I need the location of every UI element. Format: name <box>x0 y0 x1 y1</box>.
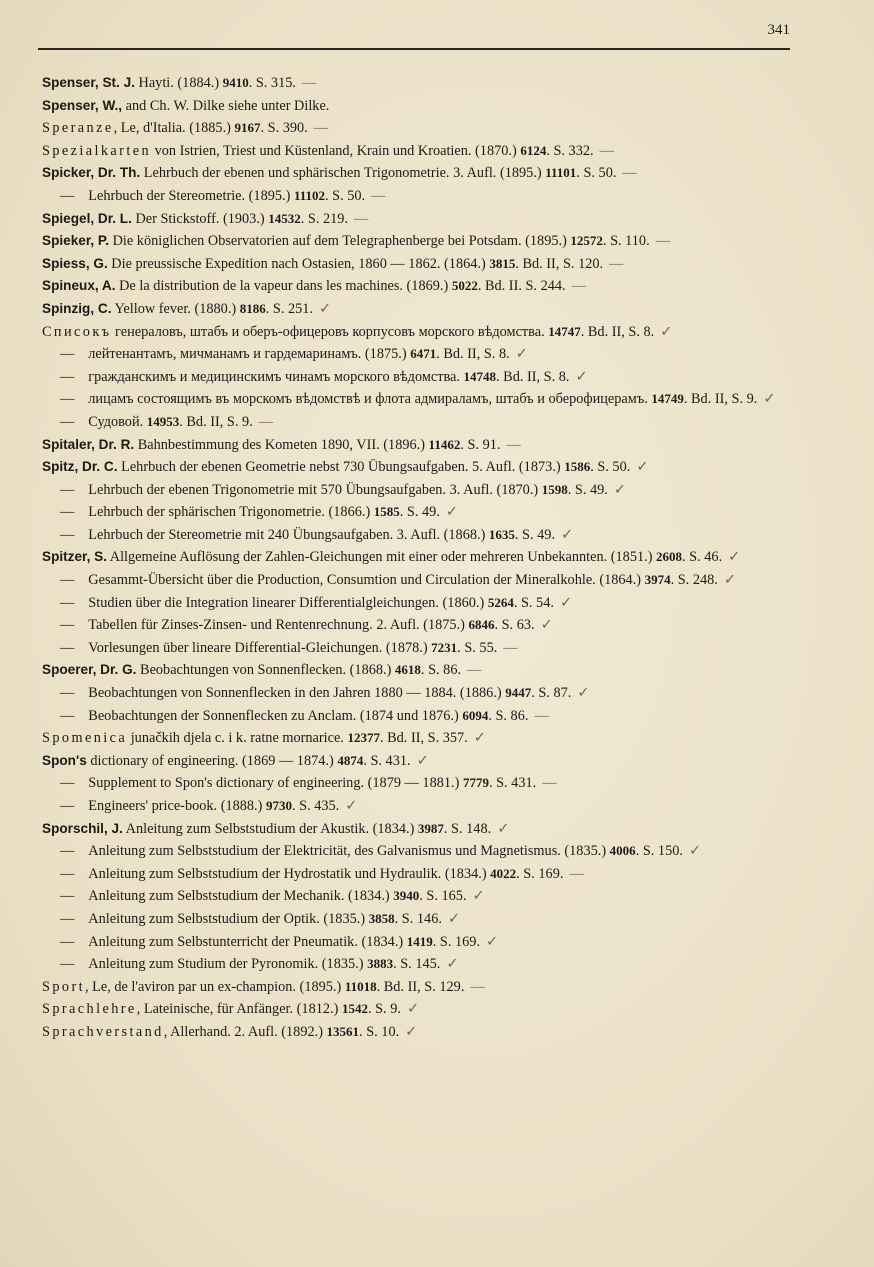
entry-check-mark: — <box>534 707 549 724</box>
entry-keyword: Списокъ <box>42 323 112 340</box>
entry-title: Hayti. (1884.) <box>134 75 223 91</box>
entry-title: and Ch. W. Dilke siehe unter <box>122 97 295 114</box>
index-subentry <box>42 592 812 615</box>
index-entry <box>42 162 812 185</box>
entry-reference: . S. 315. <box>248 75 296 91</box>
entry-check-mark: ✓ <box>636 459 649 476</box>
entry-check-mark: ✓ <box>763 391 776 408</box>
index-subentry <box>42 388 812 411</box>
entry-number: 3883 <box>367 956 394 972</box>
ditto-dash: — <box>60 187 75 204</box>
index-entry <box>42 1021 812 1044</box>
entry-check-mark: — <box>467 662 482 679</box>
index-subentry <box>42 885 812 908</box>
entry-title: Anleitung zum Selbstunterricht der Pneumatik. (1834.) <box>88 933 407 950</box>
entry-reference: . S. 50. <box>325 187 366 204</box>
entry-check-mark: ✓ <box>486 933 499 950</box>
entry-number: 4006 <box>609 843 636 859</box>
entry-reference: . S. 332. <box>546 142 594 159</box>
entry-title: , Le, d'Italia. (1885.) <box>113 120 235 137</box>
entry-reference: . S. 49. <box>567 481 608 498</box>
entry-check-mark: — <box>609 255 624 272</box>
entry-author: Spiess, G. <box>42 255 108 271</box>
entry-number: 12377 <box>347 730 380 746</box>
entry-number: 3940 <box>393 888 420 904</box>
entry-title: Die preussische Expedition nach Ostasien, 1860 — 1862. (1864.) <box>107 255 490 272</box>
entry-reference: . S. 10. <box>359 1023 400 1040</box>
index-subentry <box>42 185 812 208</box>
index-subentry <box>42 614 812 637</box>
entry-number: 7779 <box>462 775 489 791</box>
entry-number: 4874 <box>337 752 364 768</box>
entry-number: 11462 <box>428 436 461 452</box>
entry-check-mark: ✓ <box>577 685 590 702</box>
entry-number: 4022 <box>490 865 517 881</box>
entry-check-mark: — <box>622 165 637 182</box>
entry-number: 3974 <box>644 572 671 588</box>
entry-reference: . S. 146. <box>394 910 442 927</box>
entry-author: Spoerer, Dr. G. <box>42 662 137 678</box>
entry-number: 7231 <box>431 639 458 655</box>
entry-reference: . S. 49. <box>399 504 440 521</box>
entry-title: Allgemeine Auflösung der Zahlen-Gleichungen mit einer oder mehreren Unbekannten. (1851.) <box>106 549 657 566</box>
entry-reference: . S. 110. <box>602 233 650 250</box>
index-subentry <box>42 479 812 502</box>
ditto-dash: — <box>60 888 75 905</box>
entry-number: 11102 <box>293 187 326 203</box>
entry-title: Studien über die Integration linearer Differentialgleichungen. (1860.) <box>88 594 488 611</box>
index-entry <box>42 72 812 95</box>
entry-number: 5022 <box>451 278 478 294</box>
entry-title: Lehrbuch der sphärischen Trigonometrie. (1866.) <box>88 504 374 521</box>
entry-number: 14532 <box>268 210 301 226</box>
entry-keyword: Spezialkarten <box>42 142 152 159</box>
entry-check-mark: ✓ <box>319 300 332 317</box>
entry-title: Lehrbuch der ebenen Geometrie nebst 730 Übungsaufgaben. 5. Aufl. (1873.) <box>117 459 565 476</box>
entry-number: 14748 <box>463 368 497 384</box>
entry-reference: . Bd. II, S. 9. <box>683 391 758 408</box>
entry-number: 1419 <box>406 933 433 949</box>
entry-number: 3858 <box>368 910 395 926</box>
entry-check-mark: — <box>506 436 521 453</box>
entry-reference: . S. 145. <box>393 956 441 973</box>
entry-number: 2608 <box>656 549 683 565</box>
index-entry <box>42 727 812 750</box>
ditto-dash: — <box>60 798 75 814</box>
entry-reference: . S. 49. <box>514 526 556 543</box>
ditto-dash: — <box>60 775 75 792</box>
entry-number: 6094 <box>462 707 489 723</box>
entry-number: 14749 <box>651 391 684 407</box>
entry-title: dictionary of engineering. (1869 — 1874.) <box>86 752 338 769</box>
ditto-dash: — <box>60 481 75 498</box>
entry-title: von Istrien, Triest und Küstenland, Krain und Kroatien. (1870.) <box>151 142 521 159</box>
entry-check-mark: ✓ <box>406 1001 419 1018</box>
index-entry <box>42 140 812 163</box>
ditto-dash: — <box>60 391 75 408</box>
entry-title: Anleitung zum Selbststudium der Hydrostatik und Hydraulik. (1834.) <box>88 865 491 882</box>
entry-check-mark: ✓ <box>497 820 510 837</box>
entry-author: Sporschil, J. <box>42 820 123 836</box>
entry-title: De la distribution de la vapeur dans les machines. (1869.) <box>115 278 452 295</box>
entry-author: Spinzig, C. <box>42 300 112 316</box>
index-entry <box>42 750 812 773</box>
index-entry <box>42 434 812 457</box>
ditto-dash: — <box>60 346 75 363</box>
entry-title: junačkih djela c. i k. ratne mornarice. <box>127 730 348 747</box>
entry-check-mark: — <box>542 775 557 792</box>
entry-reference: . S. 431. <box>363 752 411 769</box>
entry-reference: . S. 148. <box>443 820 492 837</box>
index-entry <box>42 95 812 118</box>
index-subentry <box>42 501 812 524</box>
entry-reference: . Bd. II, S. 9. <box>179 413 253 430</box>
entry-reference: . S. 50. <box>590 459 631 476</box>
index-subentry <box>42 682 812 705</box>
entry-check-mark: — <box>371 187 386 204</box>
entry-title: Судовой. <box>88 413 147 430</box>
entry-title: , Allerhand. 2. Aufl. (1892.) <box>163 1023 327 1040</box>
ditto-dash: — <box>60 865 75 882</box>
entry-reference: . S. 63. <box>494 617 535 634</box>
index-subentry <box>42 863 812 886</box>
index-subentry <box>42 772 812 795</box>
entry-reference: . S. 50. <box>576 165 617 182</box>
index-subentry <box>42 343 812 366</box>
ditto-dash: — <box>60 910 75 927</box>
page-number: 341 <box>767 22 790 38</box>
entry-title: Der Stickstoff. (1903.) <box>131 210 269 227</box>
entry-author: Spitz, Dr. C. <box>42 459 118 475</box>
entry-check-mark: — <box>569 865 584 882</box>
entry-number: 14747 <box>548 323 581 339</box>
entry-author: Spicker, Dr. Th. <box>42 165 141 181</box>
ditto-dash: — <box>60 639 75 656</box>
entry-check-mark: ✓ <box>660 323 673 340</box>
index-subentry <box>42 411 812 434</box>
entry-reference: . Bd. II, S. 129. <box>376 978 465 995</box>
entry-check-mark: ✓ <box>447 910 460 927</box>
entry-title: Lehrbuch der ebenen und sphärischen Trigonometrie. 3. Aufl. (1895.) <box>140 165 546 182</box>
ditto-dash: — <box>60 843 75 860</box>
ditto-dash: — <box>60 368 75 385</box>
entry-title: генераловъ, штабъ и оберъ-офицеровъ корпусовъ морского вѣдомства. <box>111 323 549 340</box>
entry-author: Spon's <box>42 752 87 768</box>
index-subentry <box>42 524 812 547</box>
index-subentry <box>42 908 812 931</box>
entry-keyword: Sport <box>42 978 85 995</box>
entry-title: Lehrbuch der ebenen Trigonometrie mit 570 Übungsaufgaben. 3. Aufl. (1870.) <box>88 481 542 498</box>
ditto-dash: — <box>60 933 75 950</box>
entry-title: Engineers' price-book. (1888.) <box>88 798 266 814</box>
header-rule <box>38 48 790 50</box>
entry-reference: . S. 86. <box>420 662 462 679</box>
index-entry <box>42 546 812 569</box>
entry-number: 9447 <box>505 685 532 701</box>
entry-check-mark: ✓ <box>515 346 528 363</box>
entry-number: 1586 <box>564 459 591 475</box>
entry-title: Beobachtungen von Sonnenflecken. (1868.) <box>136 662 395 679</box>
index-subentry <box>42 637 812 660</box>
entry-keyword: Speranze <box>42 120 114 137</box>
entry-title: Gesammt-Übersicht über die Production, Consumtion und Circulation der Mineralkohle. (1864.) <box>88 572 645 589</box>
entry-number: 6124 <box>520 142 547 158</box>
entry-keyword: Sprachlehre <box>42 1001 137 1018</box>
entry-reference: . Bd. II, S. 8. <box>496 368 570 385</box>
entry-reference: . S. 248. <box>670 572 718 589</box>
index-subentry <box>42 840 812 863</box>
entry-reference: . S. 169. <box>432 933 481 950</box>
entry-title: Lehrbuch der Stereometrie mit 240 Übungsaufgaben. 3. Aufl. (1868.) <box>88 526 489 543</box>
entry-number: 14953 <box>146 413 180 429</box>
entry-reference: . S. 219. <box>300 210 349 227</box>
entry-check-mark: — <box>655 233 670 250</box>
entry-reference: . S. 86. <box>488 707 529 724</box>
ditto-dash: — <box>60 413 75 430</box>
index-entry <box>42 998 812 1021</box>
entry-reference: . S. 55. <box>457 639 498 656</box>
entry-author: Spitaler, Dr. R. <box>42 436 135 452</box>
index-subentry <box>42 366 812 389</box>
index-entry <box>42 659 812 682</box>
entry-number: 11101 <box>545 165 577 181</box>
entry-title: , Lateinische, für Anfänger. (1812.) <box>136 1001 342 1018</box>
entry-number: 1542 <box>341 1001 368 1017</box>
entry-check-mark: ✓ <box>446 956 459 973</box>
entry-title: Anleitung zum Studium der Pyronomik. (1835.) <box>88 956 368 973</box>
entry-reference: . S. 46. <box>682 549 723 566</box>
ditto-dash: — <box>60 707 75 724</box>
ditto-dash: — <box>60 685 75 702</box>
entry-check-mark: ✓ <box>728 549 741 566</box>
entry-reference: . S. 87. <box>531 685 572 702</box>
entry-check-mark: ✓ <box>473 730 486 747</box>
index-subentry <box>42 953 812 976</box>
index-subentry <box>42 705 812 728</box>
entry-number: 1598 <box>541 481 568 497</box>
entry-check-mark: ✓ <box>540 617 553 634</box>
entry-number: 8186 <box>239 300 266 316</box>
ditto-dash: — <box>60 572 75 589</box>
entry-reference: . S. 251. <box>265 300 314 317</box>
entry-author: Spitzer, S. <box>42 549 107 565</box>
ditto-dash: — <box>60 594 75 611</box>
entry-title: Vorlesungen über lineare Differential-Gleichungen. (1878.) <box>88 639 432 656</box>
entry-number: 3987 <box>417 820 444 836</box>
entry-number: 4618 <box>394 662 421 678</box>
index-entry <box>42 456 812 479</box>
entry-title: Anleitung zum Selbststudium der Akustik. (1834.) <box>122 820 418 837</box>
entry-title: Bahnbestimmung des Kometen 1890, VII. (1896.) <box>134 436 429 453</box>
index-subentry <box>42 795 812 818</box>
entry-check-mark: — <box>571 278 586 295</box>
entry-reference: . Bd. II, S. 8. <box>580 323 655 340</box>
entry-check-mark: ✓ <box>575 368 588 385</box>
entry-check-mark: ✓ <box>345 798 358 814</box>
entry-number: 6471 <box>410 346 437 362</box>
entry-title: Lehrbuch der Stereometrie. (1895.) <box>88 187 294 204</box>
entry-check-mark: ✓ <box>613 481 626 498</box>
entry-reference: Dilke. <box>294 97 330 114</box>
entry-number: 11018 <box>344 978 377 994</box>
entry-author: Spieker, P. <box>42 233 110 249</box>
entry-title: Anleitung zum Selbststudium der Optik. (1835.) <box>88 910 369 927</box>
ditto-dash: — <box>60 504 75 521</box>
entry-check-mark: — <box>258 413 274 430</box>
entry-number: 9730 <box>265 798 292 813</box>
entry-reference: . S. 431. <box>488 775 537 792</box>
entry-reference: . S. 91. <box>460 436 501 453</box>
ditto-dash: — <box>60 617 75 634</box>
entry-author: Spineux, A. <box>42 278 116 294</box>
entry-reference: . S. 169. <box>516 865 564 882</box>
entry-reference: . S. 54. <box>513 594 554 611</box>
index-subentry <box>42 931 812 954</box>
entry-check-mark: ✓ <box>445 504 458 521</box>
entry-reference: . Bd. II, S. 120. <box>515 255 604 272</box>
entry-number: 9167 <box>234 120 261 136</box>
entry-title: Beobachtungen von Sonnenflecken in den Jahren 1880 — 1884. (1886.) <box>88 685 506 702</box>
entry-number: 3815 <box>489 255 516 271</box>
entry-check-mark: — <box>354 210 369 227</box>
entry-keyword: Sprachverstand <box>42 1023 164 1040</box>
entry-check-mark: ✓ <box>688 843 701 860</box>
entry-check-mark: — <box>313 120 329 137</box>
entry-title: , Le, de l'aviron par un ex-champion. (1895.) <box>84 978 345 995</box>
entry-check-mark: ✓ <box>405 1023 418 1040</box>
entry-reference: . S. 390. <box>260 120 308 137</box>
entry-reference: . S. 165. <box>419 888 467 905</box>
entry-number: 9410 <box>222 75 249 90</box>
entry-number: 5264 <box>487 594 514 610</box>
entry-check-mark: ✓ <box>472 888 485 905</box>
entry-check-mark: ✓ <box>416 752 429 769</box>
index-entry <box>42 321 812 344</box>
entry-title: лицамъ состоящимъ въ морскомъ вѣдомствѣ и флота адмираламъ, штабъ и оберофицерамъ. <box>88 391 652 408</box>
entry-author: Spenser, W., <box>42 97 123 113</box>
entry-title: Tabellen für Zinses-Zinsen- und Rentenrechnung. 2. Aufl. (1875.) <box>88 617 469 634</box>
index-entry <box>42 976 812 999</box>
index-entry <box>42 253 812 276</box>
entry-number: 1585 <box>373 504 400 520</box>
index-entry <box>42 818 812 841</box>
entry-author: Spenser, St. J. <box>42 75 135 90</box>
entry-title: лейтенантамъ, мичманамъ и гардемаринамъ. (1875.) <box>88 346 411 363</box>
entry-keyword: Spomenica <box>42 730 128 747</box>
ditto-dash: — <box>60 526 75 543</box>
entry-title: гражданскимъ и медицинскимъ чинамъ морского вѣдомства. <box>88 368 464 385</box>
entry-check-mark: — <box>301 75 317 91</box>
entry-title: Die königlichen Observatorien auf dem Telegraphenberge bei Potsdam. (1895.) <box>109 233 571 250</box>
entry-number: 13561 <box>326 1023 360 1039</box>
entry-check-mark: ✓ <box>723 572 736 589</box>
ditto-dash: — <box>60 956 75 973</box>
entry-check-mark: — <box>470 978 485 995</box>
index-entries <box>42 72 812 1044</box>
entry-check-mark: — <box>599 142 614 159</box>
entry-check-mark: ✓ <box>559 594 572 611</box>
entry-number: 6846 <box>468 617 495 633</box>
index-entry <box>42 117 812 140</box>
index-entry <box>42 208 812 231</box>
entry-title: Anleitung zum Selbststudium der Mechanik. (1834.) <box>88 888 394 905</box>
entry-title: Yellow fever. (1880.) <box>111 300 240 317</box>
index-subentry <box>42 569 812 592</box>
entry-title: Beobachtungen der Sonnenflecken zu Anclam. (1874 und 1876.) <box>88 707 463 724</box>
entry-reference: . S. 150. <box>635 843 683 860</box>
entry-check-mark: ✓ <box>561 526 574 543</box>
entry-number: 12572 <box>570 233 603 249</box>
entry-title: Anleitung zum Selbststudium der Elektricität, des Galvanismus und Magnetismus. (1835.) <box>88 843 610 860</box>
entry-reference: . Bd. II, S. 8. <box>436 346 510 363</box>
entry-reference: . Bd. II, S. 357. <box>379 730 468 747</box>
entry-reference: . S. 9. <box>367 1001 401 1018</box>
entry-reference: . Bd. II. S. 244. <box>477 278 566 295</box>
index-entry <box>42 275 812 298</box>
entry-number: 1635 <box>488 526 515 542</box>
entry-check-mark: — <box>503 639 518 656</box>
entry-title: Supplement to Spon's dictionary of engineering. (1879 — 1881.) <box>88 775 463 792</box>
entry-author: Spiegel, Dr. L. <box>42 210 132 226</box>
index-entry <box>42 298 812 321</box>
index-entry <box>42 230 812 253</box>
entry-reference: . S. 435. <box>291 798 340 814</box>
